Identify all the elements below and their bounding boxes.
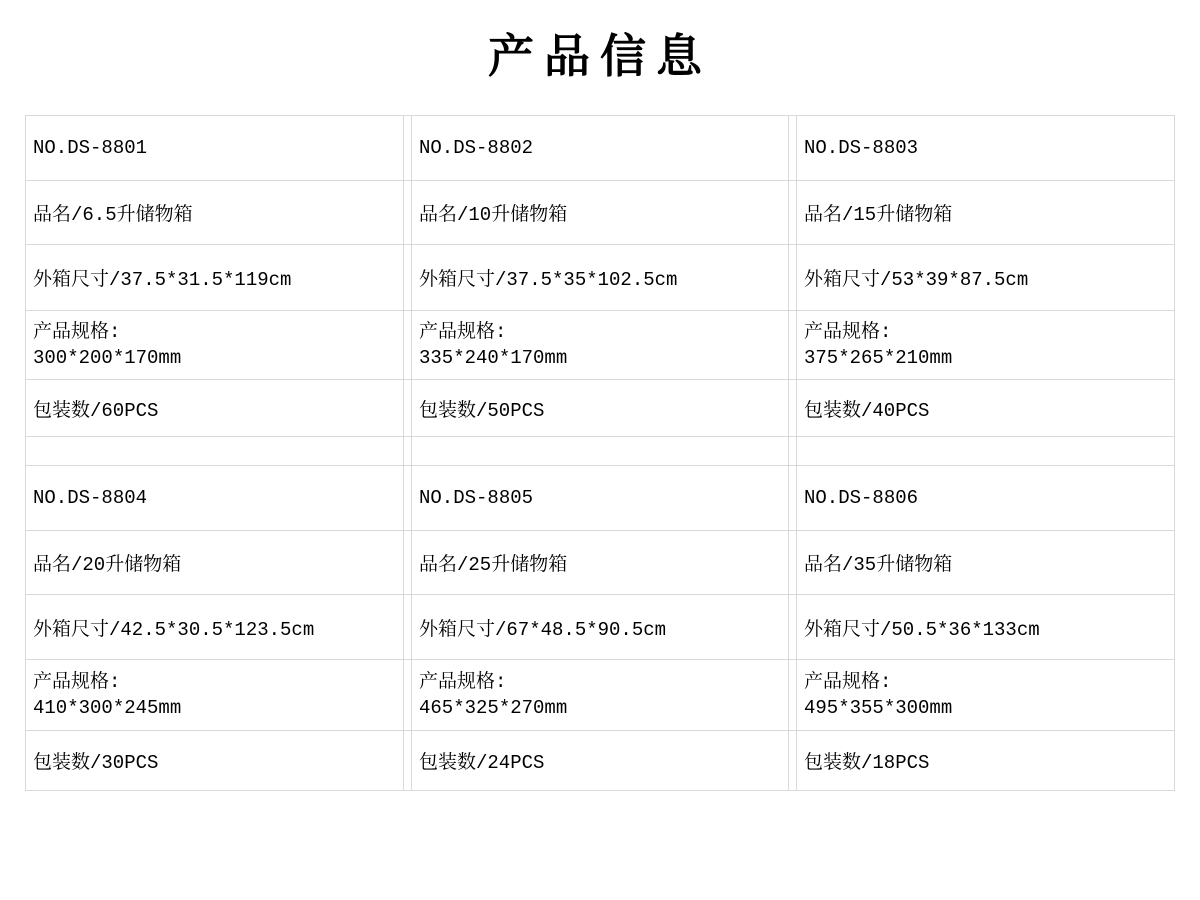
column-spacer [789,437,797,466]
separator-cell [412,437,789,466]
product-no: NO.DS-8803 [797,116,1175,181]
column-spacer [789,731,797,791]
product-no: NO.DS-8804 [26,466,404,531]
separator-cell [797,437,1175,466]
column-spacer [404,380,412,437]
product-spec [26,311,404,380]
column-spacer [789,595,797,660]
separator-cell [26,437,404,466]
row-product-name [26,181,1175,245]
column-spacer [789,181,797,245]
column-spacer [789,531,797,595]
packing-qty: 包装数/60PCS [26,380,404,437]
packing-qty: 包装数/18PCS [797,731,1175,791]
product-no: NO.DS-8806 [797,466,1175,531]
column-spacer [404,595,412,660]
product-no: NO.DS-8805 [412,466,789,531]
carton-size: 外箱尺寸/37.5*35*102.5cm [412,245,789,311]
carton-size: 外箱尺寸/67*48.5*90.5cm [412,595,789,660]
row-packing-qty [26,380,1175,437]
column-spacer [789,660,797,731]
column-spacer [404,311,412,380]
product-no: NO.DS-8801 [26,116,404,181]
row-model-no [26,116,1175,181]
column-spacer [404,660,412,731]
column-spacer [789,380,797,437]
column-spacer [789,466,797,531]
column-spacer [404,245,412,311]
carton-size: 外箱尺寸/53*39*87.5cm [797,245,1175,311]
row-packing-qty [26,731,1175,791]
product-spec [797,311,1175,380]
column-spacer [404,531,412,595]
column-spacer [789,116,797,181]
spec-value: 465*325*270mm [419,697,568,719]
separator-row [26,437,1175,466]
row-product-spec [26,311,1175,380]
spec-value: 335*240*170mm [419,347,568,369]
spec-label: 产品规格: [419,671,507,693]
row-product-name [26,531,1175,595]
column-spacer [404,116,412,181]
product-info-table [25,115,1175,791]
carton-size: 外箱尺寸/42.5*30.5*123.5cm [26,595,404,660]
packing-qty: 包装数/40PCS [797,380,1175,437]
product-spec [26,660,404,731]
column-spacer [789,245,797,311]
product-name: 品名/20升储物箱 [26,531,404,595]
spec-label: 产品规格: [804,321,892,343]
row-carton-size [26,245,1175,311]
product-spec [412,311,789,380]
product-name: 品名/35升储物箱 [797,531,1175,595]
row-carton-size [26,595,1175,660]
spec-label: 产品规格: [33,671,121,693]
product-name: 品名/25升储物箱 [412,531,789,595]
spec-value: 495*355*300mm [804,697,953,719]
column-spacer [404,466,412,531]
spec-label: 产品规格: [804,671,892,693]
product-spec [797,660,1175,731]
product-name: 品名/15升储物箱 [797,181,1175,245]
spec-value: 375*265*210mm [804,347,953,369]
row-model-no [26,466,1175,531]
carton-size: 外箱尺寸/50.5*36*133cm [797,595,1175,660]
packing-qty: 包装数/24PCS [412,731,789,791]
product-no: NO.DS-8802 [412,116,789,181]
product-name: 品名/10升储物箱 [412,181,789,245]
spec-label: 产品规格: [419,321,507,343]
spec-value: 410*300*245mm [33,697,182,719]
packing-qty: 包装数/50PCS [412,380,789,437]
carton-size: 外箱尺寸/37.5*31.5*119cm [26,245,404,311]
product-spec [412,660,789,731]
product-name: 品名/6.5升储物箱 [26,181,404,245]
row-product-spec [26,660,1175,731]
page-title: 产品信息 [488,30,712,82]
packing-qty: 包装数/30PCS [26,731,404,791]
spec-label: 产品规格: [33,321,121,343]
spec-value: 300*200*170mm [33,347,182,369]
column-spacer [404,437,412,466]
column-spacer [404,181,412,245]
column-spacer [789,311,797,380]
column-spacer [404,731,412,791]
